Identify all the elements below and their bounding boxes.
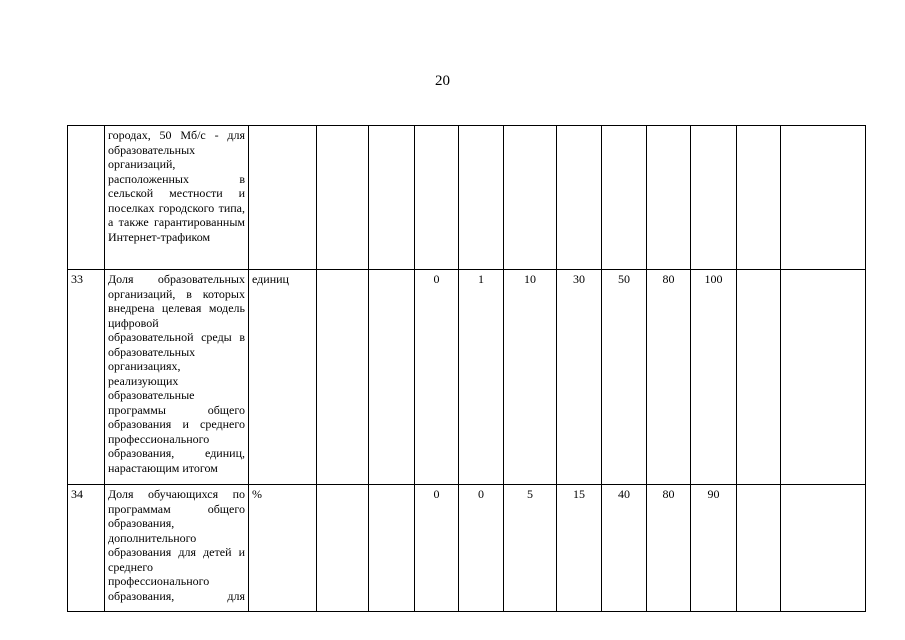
value-cell: [459, 126, 504, 270]
value-cell: 80: [647, 485, 691, 612]
value-cell: [602, 126, 647, 270]
value-cell: 0: [415, 485, 459, 612]
value-cell: 100: [691, 270, 737, 485]
value-cell: [369, 126, 415, 270]
value-cell: [691, 126, 737, 270]
unit-cell: единиц: [249, 270, 317, 485]
value-cell: 40: [602, 485, 647, 612]
row-number-cell: [68, 126, 105, 270]
indicators-table: [67, 125, 866, 612]
value-cell: [369, 270, 415, 485]
value-cell: [647, 126, 691, 270]
value-cell: 0: [415, 270, 459, 485]
row-number-cell: 33: [68, 270, 105, 485]
value-cell: 10: [504, 270, 557, 485]
value-cell: [317, 270, 369, 485]
value-cell: [504, 126, 557, 270]
value-cell: 50: [602, 270, 647, 485]
page-number: 20: [435, 73, 450, 89]
value-cell: [317, 485, 369, 612]
value-cell: [737, 270, 781, 485]
value-cell: 15: [557, 485, 602, 612]
value-cell: 80: [647, 270, 691, 485]
value-cell: [415, 126, 459, 270]
value-cell: [317, 126, 369, 270]
value-cell: 1: [459, 270, 504, 485]
value-cell: 90: [691, 485, 737, 612]
description-cell: Доля образовательных организаций, в которых внедрена целевая модель цифровой образовательной среды в образовательных организациях, реализующих образовательные программы общего образования и среднего профессионального образования, единиц, нарастающим итогом: [105, 270, 249, 485]
row-number-cell: 34: [68, 485, 105, 612]
value-cell: [781, 485, 866, 612]
description-cell: Доля обучающихся по программам общего образования, дополнительного образования для детей и среднего профессионального образования, для: [105, 485, 249, 612]
unit-cell: %: [249, 485, 317, 612]
value-cell: [781, 270, 866, 485]
value-cell: 30: [557, 270, 602, 485]
value-cell: 0: [459, 485, 504, 612]
value-cell: [557, 126, 602, 270]
value-cell: [737, 126, 781, 270]
unit-cell: [249, 126, 317, 270]
value-cell: [737, 485, 781, 612]
value-cell: [369, 485, 415, 612]
value-cell: 5: [504, 485, 557, 612]
table-row: [68, 485, 866, 612]
table-row: [68, 126, 866, 270]
value-cell: [781, 126, 866, 270]
table-row: [68, 270, 866, 485]
description-cell: городах, 50 Мб/с - для образовательных организаций, расположенных в сельской местности и поселках городского типа, а также гарантированным Интернет-трафиком: [105, 126, 249, 270]
